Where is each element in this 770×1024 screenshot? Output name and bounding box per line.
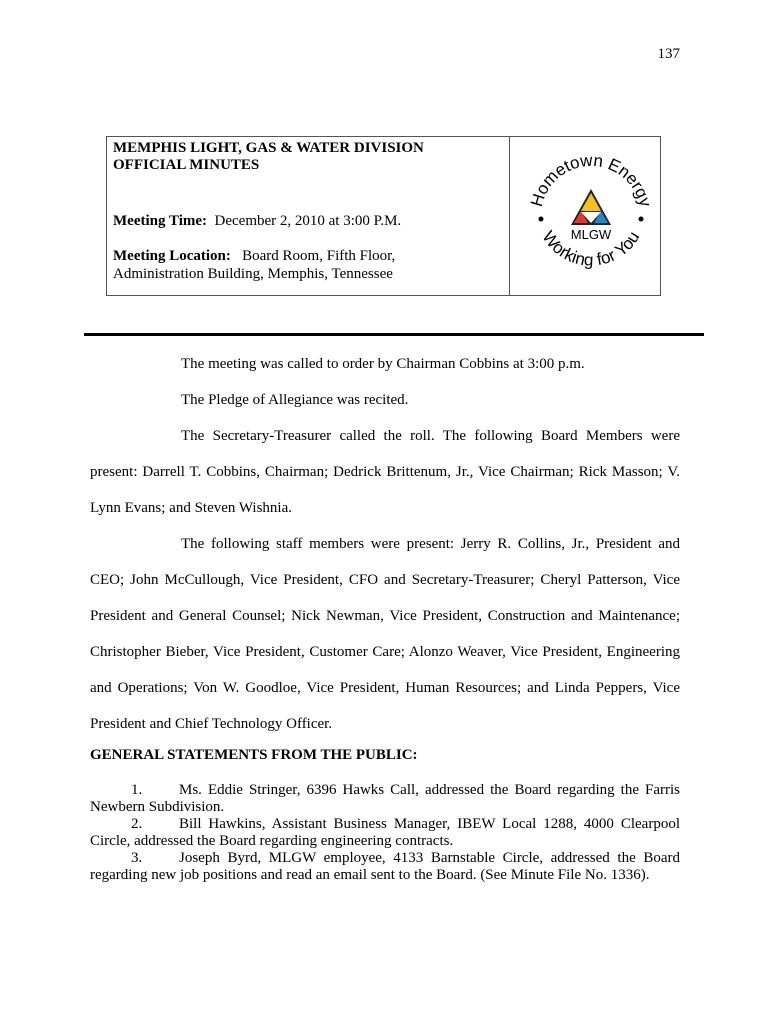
logo-bottom-text: Working for You	[538, 227, 644, 270]
list-item-text: Bill Hawkins, Assistant Business Manager, IBEW Local 1288, 4000 Clearpool Circle, addressed the Board regarding engineering contracts.	[90, 816, 680, 849]
header-divider	[84, 333, 704, 336]
meeting-location-value-line2: Administration Building, Memphis, Tennessee	[113, 266, 393, 282]
mlgw-logo	[519, 141, 659, 291]
logo-brand: MLGW	[570, 227, 612, 242]
meeting-location-label: Meeting Location:	[113, 248, 231, 264]
public-statements-section	[90, 747, 680, 884]
list-item-text: Ms. Eddie Stringer, 6396 Hawks Call, addressed the Board regarding the Farris Newbern Subdivision.	[90, 782, 680, 815]
paragraph-roll-call: The Secretary-Treasurer called the roll. The following Board Members were present: Darrell T. Cobbins, Chairman; Dedrick Brittenum, Jr., Vice Chairman; Rick Masson; V. Lynn Evans; and Steven Wishnia.	[90, 428, 680, 516]
header-info	[107, 137, 510, 295]
org-name-line2: OFFICIAL MINUTES	[113, 157, 260, 173]
meeting-location	[113, 247, 509, 265]
section-heading: GENERAL STATEMENTS FROM THE PUBLIC:	[90, 747, 418, 763]
org-name-line1: MEMPHIS LIGHT, GAS & WATER DIVISION	[113, 140, 424, 156]
list-item	[90, 816, 680, 850]
list-item-text: Joseph Byrd, MLGW employee, 4133 Barnstable Circle, addressed the Board regarding new job positions and read an email sent to the Board. (See Minute File No. 1336).	[90, 850, 680, 883]
page-number: 137	[657, 46, 680, 62]
list-item-number: 1.	[131, 782, 143, 798]
list-item-number: 2.	[131, 816, 143, 832]
list-item	[90, 850, 680, 884]
minutes-body	[90, 346, 680, 742]
paragraph-pledge: The Pledge of Allegiance was recited.	[181, 392, 409, 408]
list-item	[90, 782, 680, 816]
logo-triangle-icon	[571, 189, 611, 225]
meeting-location-value-line1: Board Room, Fifth Floor,	[242, 248, 396, 264]
logo-dot-left	[539, 217, 544, 222]
paragraph-call-to-order: The meeting was called to order by Chairman Cobbins at 3:00 p.m.	[181, 356, 585, 372]
header-box	[106, 136, 661, 296]
meeting-time-value: December 2, 2010 at 3:00 P.M.	[214, 213, 402, 229]
logo-top-text: Hometown Energy	[526, 150, 656, 209]
meeting-time-label: Meeting Time:	[113, 213, 208, 229]
paragraph-staff-present: The following staff members were present: Jerry R. Collins, Jr., President and CEO; John McCullough, Vice President, CFO and Secretary-Treasurer; Cheryl Patterson, Vice President and General Counsel; Nick Newman, Vice President, Construction and Maintenance; Christopher Bieber, Vice President, Customer Care; Alonzo Weaver, Vice President, Engineering and Operations; Von W. Goodloe, Vice President, Human Resources; and Linda Peppers, Vice President and Chief Technology Officer.	[90, 536, 680, 732]
logo-dot-right	[639, 217, 644, 222]
meeting-time	[113, 212, 509, 230]
list-item-number: 3.	[131, 850, 143, 866]
